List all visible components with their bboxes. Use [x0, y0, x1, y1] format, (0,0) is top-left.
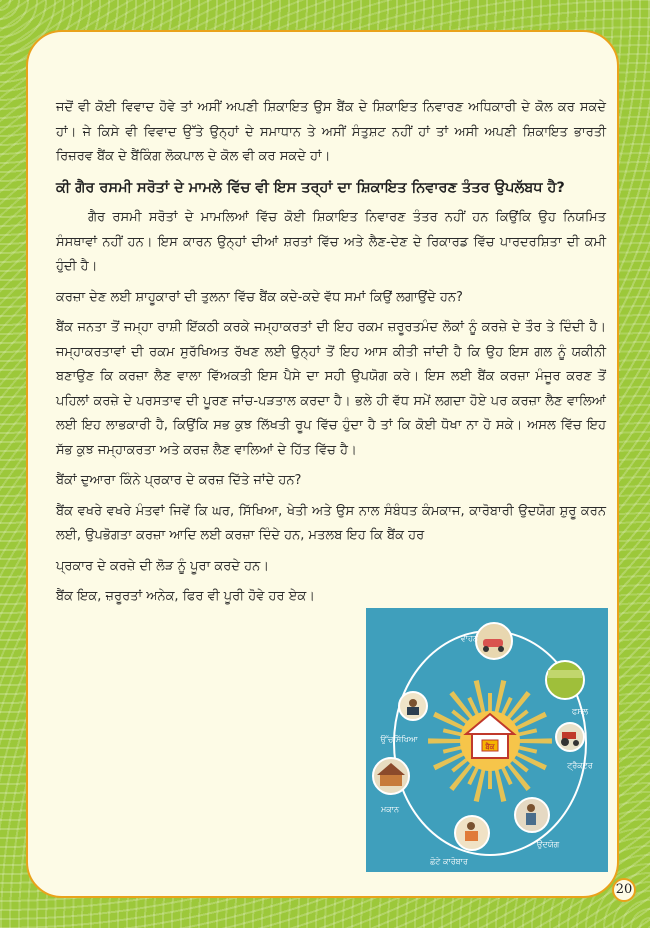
answer-loan-types-end: ਪ੍ਰਕਾਰ ਦੇ ਕਰਜ਼ੇ ਦੀ ਲੋੜ ਨੂੰ ਪੂਰਾ ਕਰਦੇ ਹਨ। — [56, 558, 269, 574]
label-higher-education: ਉੱਚਸਿੱਖਿਆ — [380, 735, 418, 744]
label-house: ਮਕਾਨ — [380, 805, 400, 814]
label-industry: ਉਦਯੋਗ — [536, 840, 560, 849]
sun-ray — [428, 738, 464, 743]
crop-field-icon — [546, 661, 584, 699]
sun-ray — [513, 751, 547, 771]
sun-ray — [433, 751, 467, 771]
bank-slogan: ਬੈਂਕ ਇਕ, ਜ਼ਰੂਰਤਾਂ ਅਨੇਕ, ਫਿਰ ਵੀ ਪੂਰੀ ਹੋਵੇ ਹਰ ਏਕ। — [56, 589, 315, 604]
bank-loans-illustration — [366, 608, 608, 872]
paragraph-complaint: ਜਦੋਂ ਵੀ ਕੋਈ ਵਿਵਾਦ ਹੋਵੇ ਤਾਂ ਅਸੀਂ ਅਪਣੀ ਸ਼ਿਕਾਇਤ ਉਸ ਬੈਂਕ ਦੇ ਸ਼ਿਕਾਇਤ ਨਿਵਾਰਣ ਅਧਿਕਾਰੀ ਦੇ ਕੋਲ ਕਰ ਸਕਦੇ ਹਾਂ। ਜੇ ਕਿਸੇ ਵੀ ਵਿਵਾਦ ਉੱਤੇ ਉਨ੍ਹਾਂ ਦੇ ਸਮਾਧਾਨ ਤੇ ਅਸੀਂ ਸੰਤੁਸ਼ਟ ਨਹੀਂ ਹਾਂ ਤਾਂ ਅਸੀ ਅਪਣੀ ਸ਼ਿਕਾਇਤ ਭਾਰਤੀ ਰਿਜ਼ਰਵ ਬੈਂਕ ਦੇ ਬੈਂਕਿੰਗ ਲੋਕਪਾਲ ਦੇ ਕੋਲ ਵੀ ਕਰ ਸਕਦੇ ਹਾਂ। — [56, 100, 606, 164]
sun-ray — [516, 738, 552, 743]
sun-ray — [513, 712, 547, 732]
label-tractor: ਟ੍ਰੈਕਟਰ — [567, 761, 593, 770]
page-content — [56, 96, 606, 616]
question-informal-sources: ਕੀ ਗੈਰ ਰਸਮੀ ਸਰੋਤਾਂ ਦੇ ਮਾਮਲੇ ਵਿੱਚ ਵੀ ਇਸ ਤਰ੍ਹਾਂ ਦਾ ਸ਼ਿਕਾਇਤ ਨਿਵਾਰਣ ਤੰਤਰ ਉਪਲੱਬਧ ਹੈ? — [56, 179, 565, 196]
label-crop: ਫਸਲ — [572, 707, 588, 716]
sun-ray — [433, 712, 467, 732]
answer-informal-sources: ਗੈਰ ਰਸਮੀ ਸਰੋਤਾਂ ਦੇ ਮਾਮਲਿਆਂ ਵਿੱਚ ਕੋਈ ਸ਼ਿਕਾਇਤ ਨਿਵਾਰਣ ਤੰਤਰ ਨਹੀਂ ਹਨ ਕਿਉਂਕਿ ਉਹ ਨਿਯਮਿਤ ਸੰਸਥਾਵਾਂ ਨਹੀਂ ਹਨ। ਇਸ ਕਾਰਨ ਉਨ੍ਹਾਂ ਦੀਆਂ ਸ਼ਰਤਾਂ ਵਿੱਚ ਅਤੇ ਲੈਣ-ਦੇਣ ਦੇ ਰਿਕਾਰਡ ਵਿੱਚ ਪਾਰਦਰਸ਼ਿਤਾ ਦੀ ਕਮੀ ਹੁੰਦੀ ਹੈ। — [56, 210, 606, 274]
answer-bank-time: ਬੈਂਕ ਜਨਤਾ ਤੋਂ ਜਮ੍ਹਾ ਰਾਸ਼ੀ ਇੱਕਠੀ ਕਰਕੇ ਜਮ੍ਹਾਕਰਤਾਂ ਦੀ ਇਹ ਰਕਮ ਜ਼ਰੂਰਤਮੰਦ ਲੋਕਾਂ ਨੂੰ ਕਰਜ਼ੇ ਦੇ ਤੌਰ ਤੇ ਦਿੰਦੀ ਹੈ। ਜਮ੍ਹਾਕਰਤਾਵਾਂ ਦੀ ਰਕਮ ਸੁਰੱਖਿਅਤ ਰੱਖਣ ਲਈ ਉਨ੍ਹਾਂ ਤੋਂ ਇਹ ਆਸ ਕੀਤੀ ਜਾਂਦੀ ਹੈ ਕਿ ਉਹ ਇਸ ਗਲ ਨੂੰ ਯਕੀਨੀ ਬਣਾਉਣ ਕਿ ਕਰਜ਼ਾ ਲੈਣ ਵਾਲਾ ਵਿੱਅਕਤੀ ਇਸ ਪੈਸੇ ਦਾ ਸਹੀ ਉਪਯੋਗ ਕਰੇ। ਇਸ ਲਈ ਬੈਂਕ ਕਰਜ਼ਾ ਮੰਜੂਰ ਕਰਣ ਤੋਂ ਪਹਿਲਾਂ ਕਰਜ਼ੇ ਦੇ ਪਰਸਤਾਵ ਦੀ ਪੂਰਣ ਜਾਂਚ-ਪੜਤਾਲ ਕਰਦਾ ਹੈ। ਭਲੇ ਹੀ ਵੱਧ ਸਮੇਂ ਲਗਦਾ ਹੋਏ ਪਰ ਕਰਜ਼ਾ ਲੈਣ ਵਾਲਿਆਂ ਲਈ ਇਹ ਲਾਭਕਾਰੀ ਹੈ, ਕਿਉਂਕਿ ਸਭ ਕੁਝ ਲਿੱਖਤੀ ਰੂਪ ਵਿੱਚ ਹੁੰਦਾ ਹੈ ਤਾਂ ਕਿ ਕੋਈ ਧੋਖਾ ਨਾ ਹੋ ਸਕੇ। ਅਸਲ ਵਿੱਚ ਇਹ ਸੱਭ ਕੁਝ ਜਮ੍ਹਾਕਰਤਾ ਅਤੇ ਕਰਜ਼ ਲੈਣ ਵਾਲਿਆਂ ਦੇ ਹਿੱਤ ਵਿੱਚ ਹੈ। — [56, 320, 606, 458]
label-small-business: ਛੋਟੇ ਕਾਰੋਬਾਰ — [430, 857, 468, 866]
bank-loans-diagram — [366, 608, 608, 872]
answer-loan-types: ਬੈਂਕ ਵਖਰੇ ਵਖਰੇ ਮੰਤਵਾਂ ਜਿਵੇਂ ਕਿ ਘਰ, ਸਿੱਖਿਆ, ਖੇਤੀ ਅਤੇ ਉਸ ਨਾਲ ਸੰਬੰਧਤ ਕੰਮਕਾਜ, ਕਾਰੋਬਾਰੀ ਉਦਯੋਗ ਸ਼ੁਰੂ ਕਰਨ ਲਈ, ਉਪਭੋਗਤਾ ਕਰਜ਼ਾ ਆਦਿ ਲਈ ਕਰਜ਼ਾ ਦਿੰਦੇ ਹਨ, ਮਤਲਬ ਇਹ ਕਿ ਬੈਂਕ ਹਰ — [56, 503, 606, 543]
question-loan-types: ਬੈਂਕਾਂ ਦੁਆਰਾ ਕਿੰਨੇ ਪ੍ਰਕਾਰ ਦੇ ਕਰਜ਼ ਦਿੱਤੇ ਜਾਂਦੇ ਹਨ? — [56, 473, 302, 488]
page-number: 20 — [612, 878, 636, 902]
bank-label: ਬੈਂਕ — [485, 743, 495, 751]
question-bank-time: ਕਰਜ਼ਾ ਦੇਣ ਲਈ ਸ਼ਾਹੂਕਾਰਾਂ ਦੀ ਤੁਲਨਾ ਵਿੱਚ ਬੈਂਕ ਕਦੇ-ਕਦੇ ਵੱਧ ਸਮਾਂ ਕਿਉਂ ਲਗਾਉਂਦੇ ਹਨ? — [56, 289, 463, 305]
label-vehicle: ਵਾਹਨ — [460, 634, 478, 643]
